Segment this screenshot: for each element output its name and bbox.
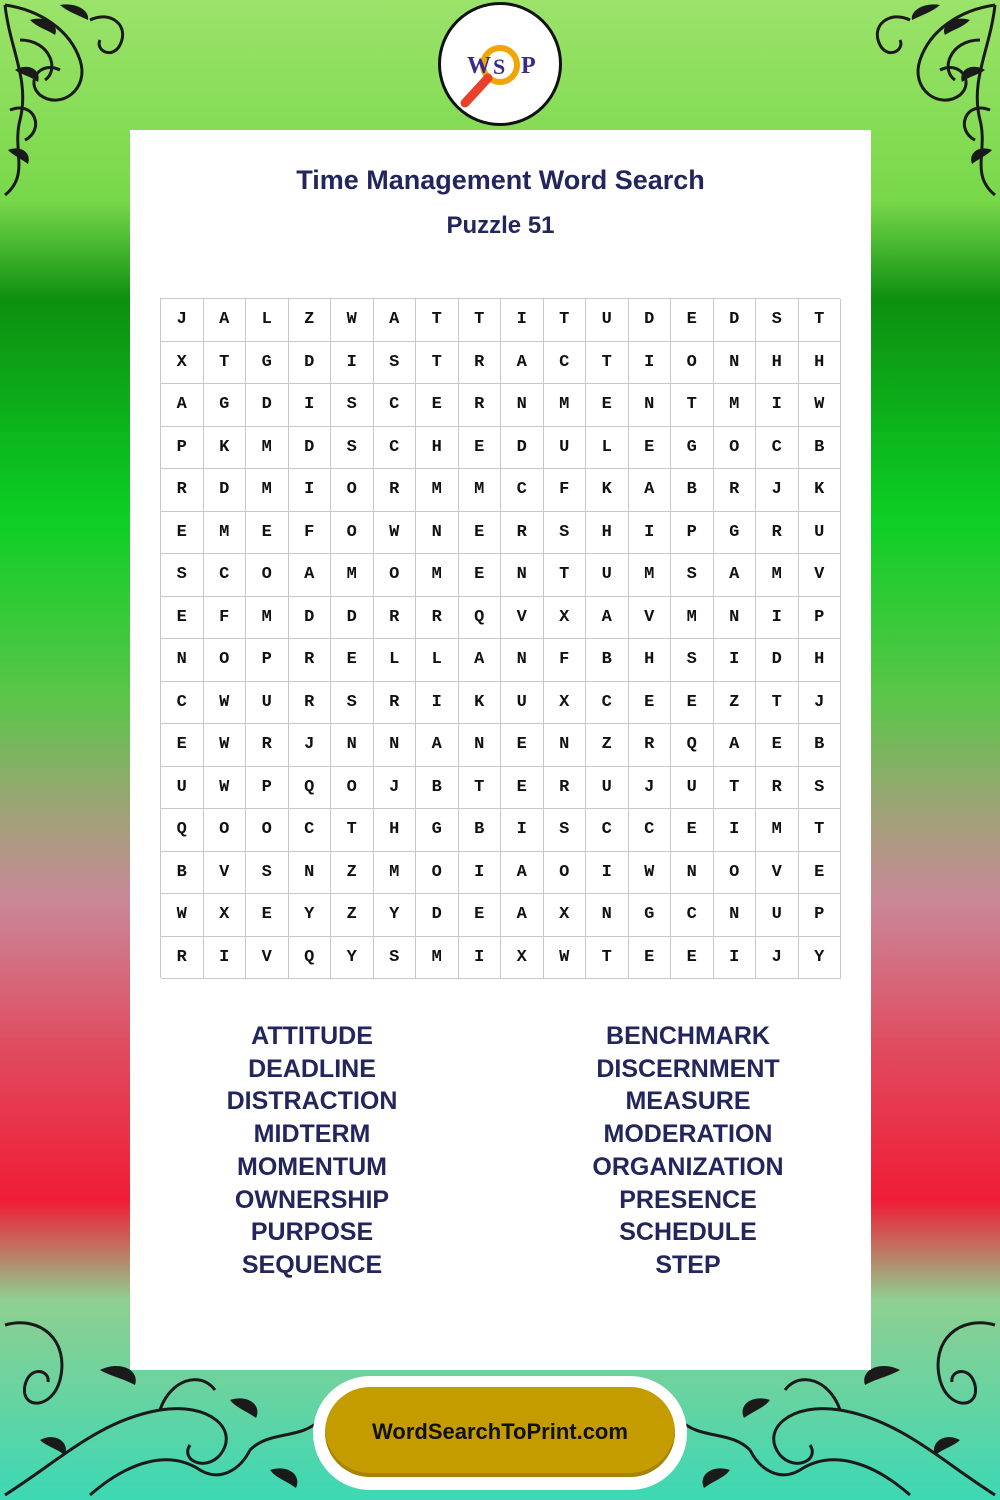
grid-cell[interactable]: K	[204, 427, 247, 470]
grid-cell[interactable]: I	[629, 342, 672, 385]
word-item: SCHEDULE	[619, 1218, 757, 1247]
grid-cell[interactable]: N	[459, 724, 502, 767]
grid-cell[interactable]: A	[629, 469, 672, 512]
word-list-left	[142, 1020, 482, 1282]
word-item: MOMENTUM	[237, 1152, 387, 1181]
grid-cell[interactable]: M	[246, 469, 289, 512]
grid-cell[interactable]: T	[799, 809, 842, 852]
grid-cell[interactable]: C	[629, 809, 672, 852]
grid-cell[interactable]: J	[374, 767, 417, 810]
grid-cell[interactable]: O	[671, 342, 714, 385]
grid-cell[interactable]: T	[204, 342, 247, 385]
grid-cell[interactable]: S	[756, 299, 799, 342]
grid-cell[interactable]: W	[374, 512, 417, 555]
grid-cell[interactable]: T	[544, 554, 587, 597]
grid-cell[interactable]: Z	[289, 299, 332, 342]
grid-cell[interactable]: P	[161, 427, 204, 470]
grid-cell[interactable]: K	[586, 469, 629, 512]
grid-cell[interactable]: W	[544, 937, 587, 980]
grid-cell[interactable]: I	[756, 384, 799, 427]
grid-cell[interactable]: S	[671, 639, 714, 682]
grid-cell[interactable]: R	[289, 639, 332, 682]
word-item: MEASURE	[625, 1087, 751, 1116]
grid-cell[interactable]: J	[289, 724, 332, 767]
grid-cell[interactable]: C	[586, 682, 629, 725]
grid-cell[interactable]: U	[246, 682, 289, 725]
grid-cell[interactable]: E	[161, 724, 204, 767]
grid-cell[interactable]: W	[161, 894, 204, 937]
grid-cell[interactable]: G	[204, 384, 247, 427]
grid-cell[interactable]: E	[671, 809, 714, 852]
grid-cell[interactable]: M	[331, 554, 374, 597]
grid-cell[interactable]: D	[289, 342, 332, 385]
grid-cell[interactable]: U	[756, 894, 799, 937]
grid-cell[interactable]: T	[416, 299, 459, 342]
grid-cell[interactable]: D	[204, 469, 247, 512]
grid-cell[interactable]: I	[501, 299, 544, 342]
grid-cell[interactable]: O	[714, 427, 757, 470]
grid-cell[interactable]: L	[374, 639, 417, 682]
grid-cell[interactable]: R	[501, 512, 544, 555]
corner-ornament-top-left-icon	[0, 0, 150, 200]
word-item: PRESENCE	[619, 1185, 757, 1214]
grid-cell[interactable]: P	[246, 767, 289, 810]
grid-cell[interactable]: D	[289, 597, 332, 640]
grid-cell[interactable]: Z	[586, 724, 629, 767]
grid-cell[interactable]: Y	[374, 894, 417, 937]
word-item: DISCERNMENT	[596, 1054, 780, 1083]
word-item: PURPOSE	[250, 1218, 374, 1247]
grid-cell[interactable]: D	[714, 299, 757, 342]
grid-cell[interactable]: O	[544, 852, 587, 895]
logo-letter-p: P	[521, 53, 536, 79]
word-item: BENCHMARK	[606, 1022, 770, 1050]
grid-cell[interactable]: W	[204, 767, 247, 810]
puzzle-title: Time Management Word Search	[296, 165, 705, 195]
grid-cell[interactable]: T	[671, 384, 714, 427]
grid-cell[interactable]: E	[246, 894, 289, 937]
grid-cell[interactable]: O	[331, 469, 374, 512]
grid-cell[interactable]: R	[161, 937, 204, 980]
grid-cell[interactable]: C	[161, 682, 204, 725]
grid-cell[interactable]: R	[374, 597, 417, 640]
logo-letter-w: W	[467, 53, 491, 79]
word-item: STEP	[655, 1250, 721, 1279]
grid-cell[interactable]: E	[416, 384, 459, 427]
grid-cell[interactable]: E	[671, 937, 714, 980]
grid-cell[interactable]: W	[629, 852, 672, 895]
grid-cell[interactable]: P	[799, 597, 842, 640]
grid-cell[interactable]: N	[161, 639, 204, 682]
grid-cell[interactable]: R	[629, 724, 672, 767]
grid-cell[interactable]: N	[331, 724, 374, 767]
grid-cell[interactable]: C	[671, 894, 714, 937]
grid-cell[interactable]: A	[714, 554, 757, 597]
grid-cell[interactable]: Z	[331, 852, 374, 895]
grid-cell[interactable]: T	[544, 299, 587, 342]
grid-cell[interactable]: B	[459, 809, 502, 852]
grid-cell[interactable]: H	[799, 342, 842, 385]
grid-cell[interactable]: X	[544, 682, 587, 725]
puzzle-subtitle: Puzzle 51	[446, 212, 555, 239]
grid-cell[interactable]: M	[374, 852, 417, 895]
grid-cell[interactable]: M	[416, 554, 459, 597]
grid-cell[interactable]: M	[756, 809, 799, 852]
grid-cell[interactable]: W	[799, 384, 842, 427]
grid-cell[interactable]: A	[416, 724, 459, 767]
grid-cell[interactable]: M	[416, 469, 459, 512]
grid-cell[interactable]: X	[204, 894, 247, 937]
grid-cell[interactable]: E	[331, 639, 374, 682]
grid-cell[interactable]: Z	[714, 682, 757, 725]
grid-cell[interactable]: V	[629, 597, 672, 640]
grid-cell[interactable]: C	[289, 809, 332, 852]
grid-cell[interactable]: M	[714, 384, 757, 427]
grid-cell[interactable]: T	[799, 299, 842, 342]
word-item: MODERATION	[603, 1120, 773, 1149]
grid-cell[interactable]: A	[586, 597, 629, 640]
magnifier-handle-icon	[465, 78, 488, 103]
grid-cell[interactable]: T	[459, 299, 502, 342]
grid-cell[interactable]: Q	[289, 767, 332, 810]
grid-cell[interactable]: J	[756, 469, 799, 512]
grid-cell[interactable]: B	[416, 767, 459, 810]
grid-cell[interactable]: V	[501, 597, 544, 640]
grid-cell[interactable]: R	[416, 597, 459, 640]
grid-cell[interactable]: C	[374, 427, 417, 470]
grid-cell[interactable]: S	[374, 937, 417, 980]
grid-cell[interactable]: T	[756, 682, 799, 725]
grid-cell[interactable]: G	[671, 427, 714, 470]
grid-cell[interactable]: H	[629, 639, 672, 682]
grid-cell[interactable]: E	[629, 427, 672, 470]
grid-cell[interactable]: E	[671, 299, 714, 342]
grid-cell[interactable]: F	[289, 512, 332, 555]
grid-cell[interactable]: T	[331, 809, 374, 852]
grid-cell[interactable]: S	[671, 554, 714, 597]
grid-cell[interactable]: E	[459, 512, 502, 555]
grid-cell[interactable]: R	[161, 469, 204, 512]
grid-cell[interactable]: I	[204, 937, 247, 980]
grid-cell[interactable]: S	[161, 554, 204, 597]
grid-cell[interactable]: Z	[331, 894, 374, 937]
grid-cell[interactable]: R	[246, 724, 289, 767]
grid-cell[interactable]: M	[459, 469, 502, 512]
grid-cell[interactable]: I	[459, 937, 502, 980]
grid-cell[interactable]: L	[416, 639, 459, 682]
grid-cell[interactable]: A	[289, 554, 332, 597]
grid-cell[interactable]: T	[586, 937, 629, 980]
grid-cell[interactable]: M	[246, 427, 289, 470]
grid-cell[interactable]: N	[714, 894, 757, 937]
word-item: ORGANIZATION	[592, 1152, 784, 1181]
grid-cell[interactable]: V	[246, 937, 289, 980]
grid-cell[interactable]: S	[331, 427, 374, 470]
grid-cell[interactable]: C	[204, 554, 247, 597]
grid-cell[interactable]: B	[671, 469, 714, 512]
grid-cell[interactable]: R	[756, 512, 799, 555]
grid-cell[interactable]: N	[544, 724, 587, 767]
grid-cell[interactable]: N	[714, 342, 757, 385]
grid-cell[interactable]: C	[544, 342, 587, 385]
grid-cell[interactable]: F	[544, 469, 587, 512]
word-list-right	[518, 1020, 858, 1282]
footer-site-text: WordSearchToPrint.com	[372, 1419, 628, 1444]
grid-cell[interactable]: G	[246, 342, 289, 385]
grid-cell[interactable]: X	[544, 894, 587, 937]
grid-cell[interactable]: O	[204, 639, 247, 682]
grid-cell[interactable]: U	[799, 512, 842, 555]
grid-cell[interactable]: I	[331, 342, 374, 385]
grid-cell[interactable]: E	[629, 937, 672, 980]
word-item: DISTRACTION	[226, 1087, 398, 1116]
grid-cell[interactable]: S	[544, 512, 587, 555]
puzzle-card	[130, 130, 871, 1370]
grid-cell[interactable]: O	[416, 852, 459, 895]
grid-cell[interactable]: Q	[161, 809, 204, 852]
grid-cell[interactable]: P	[246, 639, 289, 682]
grid-cell[interactable]: E	[629, 682, 672, 725]
word-item: SEQUENCE	[241, 1250, 383, 1279]
grid-cell[interactable]: A	[459, 639, 502, 682]
grid-cell[interactable]: Q	[671, 724, 714, 767]
grid-cell[interactable]: E	[501, 724, 544, 767]
grid-cell[interactable]: E	[161, 512, 204, 555]
grid-cell[interactable]: X	[501, 937, 544, 980]
grid-cell[interactable]: R	[289, 682, 332, 725]
grid-cell[interactable]: U	[161, 767, 204, 810]
grid-cell[interactable]: H	[416, 427, 459, 470]
grid-cell[interactable]: V	[756, 852, 799, 895]
grid-cell[interactable]: Q	[459, 597, 502, 640]
grid-cell[interactable]: I	[756, 597, 799, 640]
grid-cell[interactable]: N	[629, 384, 672, 427]
grid-cell[interactable]: M	[204, 512, 247, 555]
grid-cell[interactable]: E	[459, 894, 502, 937]
grid-cell[interactable]: I	[714, 809, 757, 852]
grid-cell[interactable]: C	[501, 469, 544, 512]
grid-cell[interactable]: F	[204, 597, 247, 640]
grid-cell[interactable]: S	[331, 682, 374, 725]
grid-cell[interactable]: X	[161, 342, 204, 385]
grid-cell[interactable]: J	[799, 682, 842, 725]
grid-cell[interactable]: P	[671, 512, 714, 555]
grid-cell[interactable]: H	[374, 809, 417, 852]
grid-cell[interactable]: D	[246, 384, 289, 427]
grid-cell[interactable]: I	[714, 937, 757, 980]
grid-cell[interactable]: C	[374, 384, 417, 427]
grid-cell[interactable]: R	[459, 384, 502, 427]
grid-cell[interactable]: S	[799, 767, 842, 810]
grid-cell[interactable]: M	[544, 384, 587, 427]
grid-cell[interactable]: I	[416, 682, 459, 725]
grid-cell[interactable]: B	[799, 427, 842, 470]
wsp-logo	[438, 2, 562, 126]
grid-cell[interactable]: K	[459, 682, 502, 725]
grid-cell[interactable]: U	[586, 767, 629, 810]
grid-cell[interactable]: I	[714, 639, 757, 682]
grid-cell[interactable]: S	[246, 852, 289, 895]
grid-cell[interactable]: H	[756, 342, 799, 385]
grid-cell[interactable]: N	[501, 384, 544, 427]
grid-cell[interactable]: W	[204, 724, 247, 767]
grid-cell[interactable]: H	[799, 639, 842, 682]
grid-cell[interactable]: R	[374, 469, 417, 512]
grid-cell[interactable]: P	[799, 894, 842, 937]
grid-cell[interactable]: I	[459, 852, 502, 895]
grid-cell[interactable]: O	[714, 852, 757, 895]
grid-cell[interactable]: E	[459, 427, 502, 470]
word-item: DEADLINE	[248, 1054, 376, 1083]
grid-cell[interactable]: B	[161, 852, 204, 895]
grid-cell[interactable]: Y	[799, 937, 842, 980]
grid-cell[interactable]: I	[629, 512, 672, 555]
grid-cell[interactable]: Q	[289, 937, 332, 980]
grid-cell[interactable]: C	[586, 809, 629, 852]
grid-cell[interactable]: M	[756, 554, 799, 597]
grid-cell[interactable]: E	[799, 852, 842, 895]
grid-cell[interactable]: V	[204, 852, 247, 895]
grid-cell[interactable]: Y	[331, 937, 374, 980]
grid-cell[interactable]: Y	[289, 894, 332, 937]
grid-cell[interactable]: I	[586, 852, 629, 895]
grid-cell[interactable]: J	[756, 937, 799, 980]
grid-cell[interactable]: O	[374, 554, 417, 597]
grid-cell[interactable]: A	[501, 894, 544, 937]
grid-cell[interactable]: B	[586, 639, 629, 682]
grid-cell[interactable]: D	[501, 427, 544, 470]
grid-cell[interactable]: L	[586, 427, 629, 470]
grid-cell[interactable]: B	[799, 724, 842, 767]
grid-cell[interactable]: M	[416, 937, 459, 980]
grid-cell[interactable]: E	[246, 512, 289, 555]
grid-cell[interactable]: N	[586, 894, 629, 937]
grid-cell[interactable]: N	[501, 639, 544, 682]
grid-cell[interactable]: U	[544, 427, 587, 470]
grid-cell[interactable]: O	[331, 512, 374, 555]
grid-cell[interactable]: I	[289, 469, 332, 512]
grid-cell[interactable]: C	[756, 427, 799, 470]
grid-cell[interactable]: O	[246, 809, 289, 852]
grid-cell[interactable]: N	[501, 554, 544, 597]
grid-cell[interactable]: E	[671, 682, 714, 725]
grid-cell[interactable]: N	[671, 852, 714, 895]
grid-cell[interactable]: T	[416, 342, 459, 385]
grid-cell[interactable]: T	[586, 342, 629, 385]
word-item: MIDTERM	[253, 1120, 371, 1149]
word-item: OWNERSHIP	[234, 1185, 390, 1214]
grid-cell[interactable]: S	[374, 342, 417, 385]
grid-cell[interactable]: G	[629, 894, 672, 937]
grid-cell[interactable]: G	[714, 512, 757, 555]
grid-cell[interactable]: G	[416, 809, 459, 852]
grid-cell[interactable]: N	[289, 852, 332, 895]
grid-cell[interactable]: J	[161, 299, 204, 342]
grid-cell[interactable]: A	[204, 299, 247, 342]
grid-cell[interactable]: N	[714, 597, 757, 640]
corner-ornament-top-right-icon	[850, 0, 1000, 200]
grid-cell[interactable]: R	[756, 767, 799, 810]
grid-cell[interactable]: A	[501, 342, 544, 385]
grid-cell[interactable]: O	[246, 554, 289, 597]
grid-cell[interactable]: M	[671, 597, 714, 640]
grid-cell[interactable]: A	[714, 724, 757, 767]
grid-cell[interactable]: X	[544, 597, 587, 640]
grid-cell[interactable]: A	[501, 852, 544, 895]
grid-cell[interactable]: U	[586, 299, 629, 342]
grid-cell[interactable]: O	[204, 809, 247, 852]
grid-cell[interactable]: W	[331, 299, 374, 342]
grid-cell[interactable]: I	[501, 809, 544, 852]
grid-cell[interactable]: E	[161, 597, 204, 640]
grid-cell[interactable]: H	[586, 512, 629, 555]
grid-cell[interactable]: D	[289, 427, 332, 470]
grid-cell[interactable]: D	[629, 299, 672, 342]
grid-cell[interactable]: M	[629, 554, 672, 597]
grid-cell[interactable]: N	[416, 512, 459, 555]
logo-letter-s: S	[493, 54, 506, 79]
grid-cell[interactable]: A	[161, 384, 204, 427]
grid-cell[interactable]: O	[331, 767, 374, 810]
grid-cell[interactable]: U	[586, 554, 629, 597]
grid-cell[interactable]: R	[459, 342, 502, 385]
grid-cell[interactable]: T	[459, 767, 502, 810]
grid-cell[interactable]: J	[629, 767, 672, 810]
grid-cell[interactable]: I	[289, 384, 332, 427]
grid-cell[interactable]: W	[204, 682, 247, 725]
grid-cell[interactable]: D	[331, 597, 374, 640]
grid-cell[interactable]: R	[544, 767, 587, 810]
grid-cell[interactable]: F	[544, 639, 587, 682]
word-item: ATTITUDE	[251, 1022, 373, 1050]
grid-cell[interactable]: E	[459, 554, 502, 597]
grid-cell[interactable]: S	[544, 809, 587, 852]
grid-cell[interactable]: R	[714, 469, 757, 512]
grid-cell[interactable]: D	[756, 639, 799, 682]
grid-cell[interactable]: K	[799, 469, 842, 512]
grid-cell[interactable]: V	[799, 554, 842, 597]
grid-cell[interactable]: U	[501, 682, 544, 725]
grid-cell[interactable]: S	[331, 384, 374, 427]
grid-cell[interactable]: E	[586, 384, 629, 427]
letter-grid	[160, 298, 840, 978]
grid-cell[interactable]: R	[374, 682, 417, 725]
grid-cell[interactable]: U	[671, 767, 714, 810]
grid-cell[interactable]: E	[756, 724, 799, 767]
grid-cell[interactable]: N	[374, 724, 417, 767]
grid-cell[interactable]: M	[246, 597, 289, 640]
grid-cell[interactable]: E	[501, 767, 544, 810]
grid-cell[interactable]: A	[374, 299, 417, 342]
grid-cell[interactable]: T	[714, 767, 757, 810]
grid-cell[interactable]: L	[246, 299, 289, 342]
footer-site-button[interactable]	[325, 1387, 675, 1477]
grid-cell[interactable]: D	[416, 894, 459, 937]
